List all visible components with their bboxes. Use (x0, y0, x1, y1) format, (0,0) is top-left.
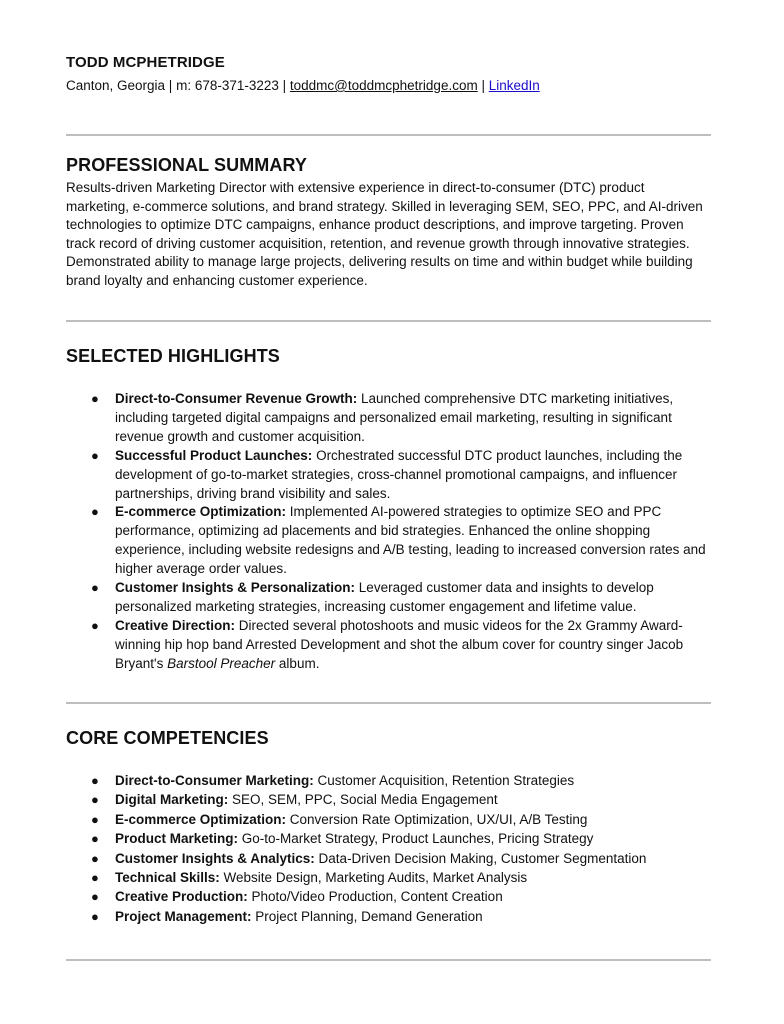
item-label: Successful Product Launches: (115, 447, 313, 463)
linkedin-link[interactable]: LinkedIn (488, 78, 540, 93)
item-text: Customer Acquisition, Retention Strategies (313, 773, 575, 788)
item-text: Conversion Rate Optimization, UX/UI, A/B Testing (286, 811, 588, 827)
item-label: Creative Direction: (115, 617, 236, 633)
item-label: E-commerce Optimization: (115, 504, 287, 520)
list-item (91, 503, 711, 579)
divider (66, 702, 711, 704)
bullet-icon: ● (91, 617, 99, 633)
item-text: SEO, SEM, PPC, Social Media Engagement (228, 792, 498, 808)
item-text-tail: album. (275, 655, 320, 671)
list-item (91, 617, 711, 674)
list-item (91, 579, 711, 617)
album-title: Barstool Preacher (167, 655, 276, 671)
divider (66, 320, 711, 322)
item-text: Photo/Video Production, Content Creation (247, 889, 503, 905)
bullet-icon: ● (91, 580, 99, 596)
item-text: Leveraged customer data and insights to develop personalized marketing strategies, increasing customer engagement and lifetime value. (115, 580, 654, 614)
list-item (91, 849, 711, 868)
bullet-icon: ● (91, 792, 99, 808)
item-label: Customer Insights & Analytics: (115, 850, 315, 866)
item-text: Project Planning, Demand Generation (251, 908, 483, 924)
list-item (91, 868, 711, 887)
bullet-icon: ● (91, 504, 99, 520)
item-label: E-commerce Optimization: (115, 811, 287, 827)
item-text: Orchestrated successful DTC product launches, including the development of go-to-market strategies, cross-channel promotional campaigns, and influencer partnerships, driving brand visibility and sales. (115, 447, 683, 501)
list-item (91, 390, 711, 447)
list-item (91, 790, 711, 809)
bullet-icon: ● (91, 831, 99, 847)
item-text: Implemented AI-powered strategies to optimize SEO and PPC performance, optimizing ad placements and bid strategies. Enhanced the online shopping experience, including website redesigns and A/B testing, leading to increased conversion rates and higher average order values. (115, 504, 706, 577)
item-label: Technical Skills: (115, 870, 220, 886)
item-label: Creative Production: (115, 889, 248, 905)
bullet-icon: ● (91, 811, 99, 827)
bullet-icon: ● (91, 850, 99, 866)
item-text: Go-to-Market Strategy, Product Launches, Pricing Strategy (238, 831, 594, 847)
highlights-list (91, 390, 711, 674)
bullet-icon: ● (91, 889, 99, 905)
item-label: Direct-to-Consumer Marketing: (115, 773, 314, 788)
email-link[interactable]: toddmc@toddmcphetridge.com (289, 78, 478, 93)
item-text: Website Design, Marketing Audits, Market Analysis (219, 870, 528, 886)
bullet-icon: ● (91, 870, 99, 886)
list-item (91, 829, 711, 848)
item-text: Launched comprehensive DTC marketing initiatives, including targeted digital campaigns and personalized email marketing, resulting in significant revenue growth and customer acquisition. (115, 391, 674, 444)
item-text: Data-Driven Decision Making, Customer Segmentation (314, 850, 647, 866)
bullet-icon: ● (91, 447, 99, 463)
contact-separator: | (477, 78, 489, 93)
list-item (91, 907, 711, 926)
candidate-name: TODD MCPHETRIDGE (66, 54, 225, 71)
bullet-icon: ● (91, 773, 99, 788)
list-item (91, 771, 711, 790)
list-item (91, 447, 711, 504)
item-label: Customer Insights & Personalization: (115, 580, 356, 596)
list-item (91, 810, 711, 829)
bullet-icon: ● (91, 908, 99, 924)
competencies-list (91, 771, 711, 926)
summary-heading: PROFESSIONAL SUMMARY (66, 155, 308, 175)
bullet-icon: ● (91, 391, 99, 406)
item-text: Directed several photoshoots and music videos for the 2x Grammy Award-winning hip hop band Arrested Development and shot the album cover for country singer Jacob Bryant's (115, 617, 684, 671)
competencies-heading: CORE COMPETENCIES (66, 728, 269, 748)
item-label: Project Management: (115, 908, 252, 924)
divider (66, 959, 711, 961)
summary-text: Results-driven Marketing Director with extensive experience in direct-to-consumer (DTC) product marketing, e-commerce solutions, and brand strategy. Skilled in leveraging SEM, SEO, PPC, and AI-driven technologies to optimize DTC campaigns, enhance product descriptions, and improve targeting. Proven track record of driving customer acquisition, retention, and revenue growth through innovative strategies. Demonstrated ability to manage large projects, delivering results on time and within budget while building brand loyalty and enhancing customer experience. (66, 180, 703, 288)
item-label: Direct-to-Consumer Revenue Growth: (115, 391, 358, 406)
list-item (91, 887, 711, 906)
contact-line (66, 78, 540, 93)
divider (66, 134, 711, 136)
contact-location-phone: Canton, Georgia | m: 678-371-3223 | (66, 78, 290, 93)
highlights-heading: SELECTED HIGHLIGHTS (66, 346, 280, 366)
item-label: Product Marketing: (115, 831, 239, 847)
item-label: Digital Marketing: (115, 792, 229, 808)
